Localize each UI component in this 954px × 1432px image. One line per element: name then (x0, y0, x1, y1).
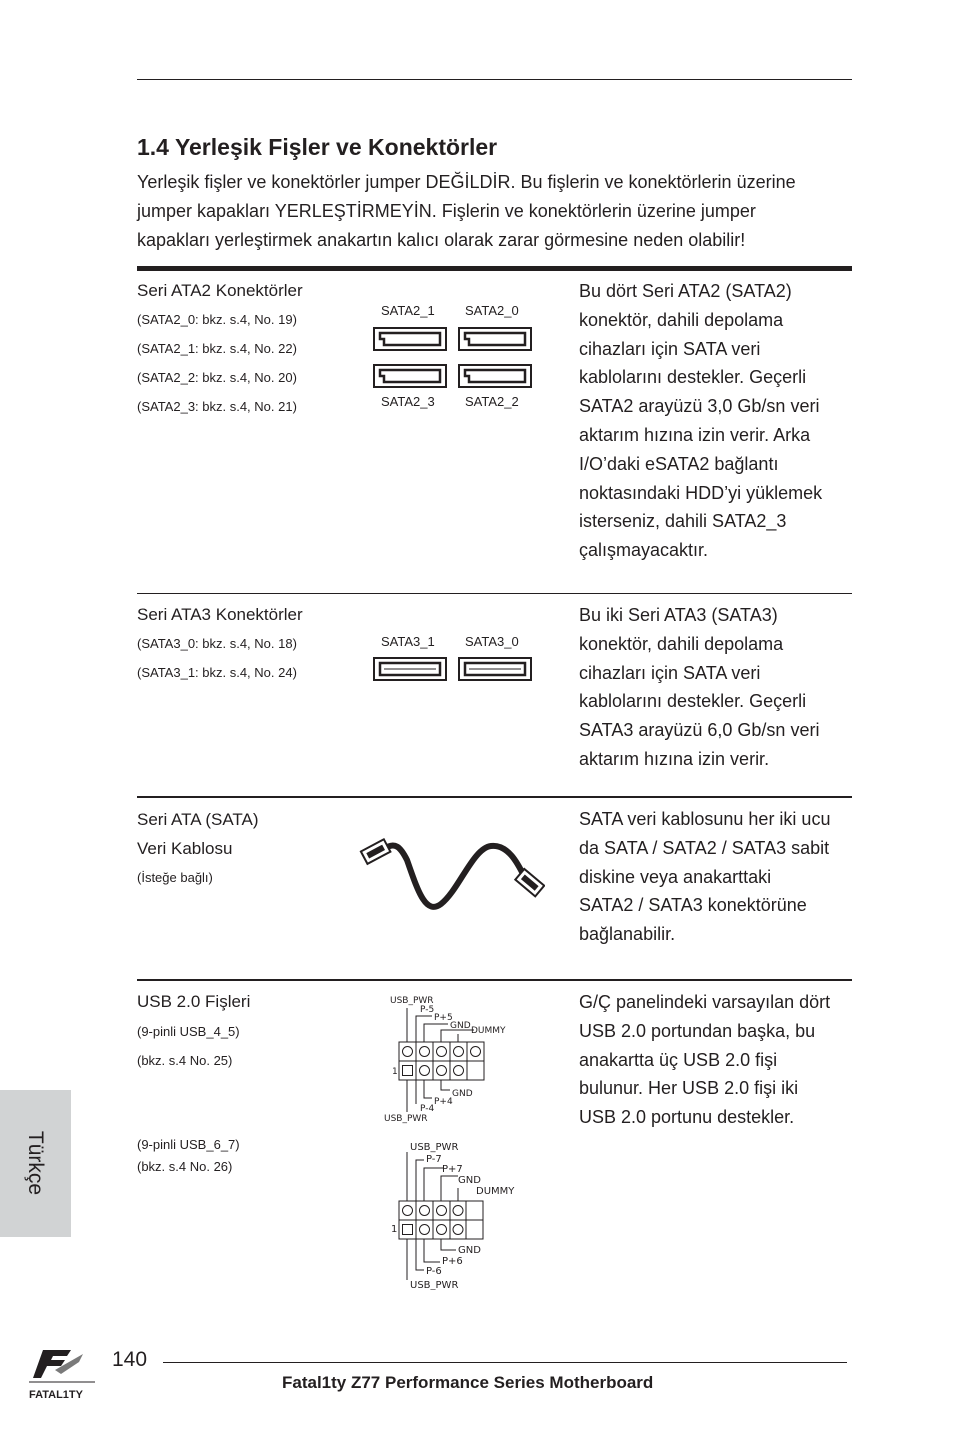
fatal1ty-logo (25, 1346, 110, 1406)
desc-line: Bu dört Seri ATA2 (SATA2) (579, 281, 792, 301)
footer-title: Fatal1ty Z77 Performance Series Motherboard (282, 1373, 654, 1392)
desc-line: konektör, dahili depolama (579, 633, 784, 654)
sata2-ref: (SATA2_0: bkz. s.4, No. 19) (137, 312, 297, 327)
sata3-ref: (SATA3_0: bkz. s.4, No. 18) (137, 636, 297, 651)
desc-line: da SATA / SATA2 / SATA3 sabit (579, 837, 830, 858)
sata3-ref: (SATA3_1: bkz. s.4, No. 24) (137, 665, 297, 680)
sata-cable-image (355, 820, 545, 920)
sata3-0-caption: SATA3_0 (465, 634, 519, 649)
usb-header2-ref: (9-pinli USB_6_7) (137, 1137, 240, 1152)
sata2-0-caption: SATA2_0 (465, 303, 519, 318)
pin-label: 1 (392, 1067, 398, 1077)
header-rule (137, 79, 852, 80)
cable-label: Seri ATA (SATA) (137, 810, 259, 829)
pin-label: GND (452, 1089, 473, 1099)
desc-line: G/Ç panelindeki varsayılan dört (579, 992, 831, 1012)
pin-label: USB_PWR (384, 1114, 428, 1124)
desc-line: SATA2 / SATA3 konektörüne (579, 895, 807, 916)
sata3-connectors-diagram (372, 655, 536, 685)
sata2-0-connector (459, 328, 531, 350)
row-separator (137, 979, 852, 981)
desc-line: USB 2.0 portunu destekler. (579, 1107, 795, 1128)
usb-header2-page: (bkz. s.4 No. 26) (137, 1159, 233, 1174)
intro-line: jumper kapakları YERLEŞTİRMEYİN. Fişlerin ve konektörlerin üzerine jumper (137, 201, 756, 221)
usb-header1-ref: (9-pinli USB_4_5) (137, 1024, 240, 1039)
desc-line: çalışmayacaktır. (579, 540, 709, 561)
pin-label: GND (458, 1175, 481, 1186)
sata2-1-connector (374, 328, 446, 350)
desc-line: bağlanabilir. (579, 924, 676, 945)
sata3-1-caption: SATA3_1 (381, 634, 435, 649)
pin-label: P-4 (420, 1104, 435, 1114)
desc-line: diskine veya anakarttaki (579, 866, 772, 887)
language-tab-label: Türkçe (24, 1130, 47, 1196)
sata2-3-connector (374, 365, 446, 387)
pin-label: P+4 (434, 1097, 453, 1107)
desc-line: aktarım hızına izin verir. (579, 748, 770, 769)
desc-line: anakartta üç USB 2.0 fişi (579, 1049, 778, 1070)
cable-optional-note: (İsteğe bağlı) (137, 870, 213, 885)
desc-line: bulunur. Her USB 2.0 fişi iki (579, 1078, 799, 1099)
row-separator (137, 796, 852, 798)
cable-description (579, 805, 859, 949)
sata3-description (579, 601, 859, 774)
pin-label: USB_PWR (410, 1280, 459, 1290)
usb-header-2-diagram (388, 1138, 523, 1290)
desc-line: aktarım hızına izin verir. Arka (579, 424, 811, 445)
pin-label: 1 (391, 1224, 398, 1235)
desc-line: cihazları için SATA veri (579, 338, 761, 359)
sata2-ref: (SATA2_1: bkz. s.4, No. 22) (137, 341, 297, 356)
sata2-label: Seri ATA2 Konektörler (137, 281, 303, 300)
pin-label: P+6 (442, 1256, 463, 1267)
page-number: 140 (112, 1348, 148, 1371)
desc-line: noktasındaki HDD’yi yüklemek (579, 482, 823, 503)
desc-line: isterseniz, dahili SATA2_3 (579, 511, 787, 532)
sata3-1-connector (374, 658, 446, 680)
sata3-0-connector (459, 658, 531, 680)
section-title: 1.4 Yerleşik Fişler ve Konektörler (137, 134, 498, 160)
pin-label: USB_PWR (390, 996, 434, 1006)
pin-label: P-6 (426, 1266, 442, 1277)
language-side-tab (0, 1090, 71, 1237)
usb-header-1-diagram (382, 994, 512, 1126)
footer-rule (163, 1362, 847, 1363)
pin-label: GND (450, 1021, 471, 1031)
desc-line: kablolarını destekler. Geçerli (579, 691, 807, 712)
cable-plug-right (515, 869, 544, 896)
usb-header1-page: (bkz. s.4 No. 25) (137, 1053, 233, 1068)
logo-wordmark: FATAL1TY (29, 1389, 83, 1401)
pin-label: DUMMY (476, 1186, 515, 1197)
sata2-2-connector (459, 365, 531, 387)
sata2-description (579, 277, 859, 565)
sata3-label: Seri ATA3 Konektörler (137, 605, 303, 624)
intro-line: Yerleşik fişler ve konektörler jumper DEĞİLDİR. Bu fişlerin ve konektörlerin üzerine (137, 172, 796, 192)
sata2-ref: (SATA2_2: bkz. s.4, No. 20) (137, 370, 297, 385)
pin-label: USB_PWR (410, 1142, 459, 1153)
cable-plug-left (361, 839, 391, 864)
desc-line: cihazları için SATA veri (579, 662, 761, 683)
row-separator (137, 593, 852, 594)
pin-label: P-5 (420, 1005, 435, 1015)
pin-label: P+7 (442, 1164, 463, 1175)
cable-label-2: Veri Kablosu (137, 839, 233, 858)
section-intro (137, 168, 852, 255)
sata2-3-caption: SATA2_3 (381, 394, 435, 409)
usb-description (579, 988, 859, 1132)
desc-line: SATA3 arayüzü 6,0 Gb/sn veri (579, 720, 820, 741)
sata2-2-caption: SATA2_2 (465, 394, 519, 409)
desc-line: kablolarını destekler. Geçerli (579, 367, 807, 388)
sata2-connectors-diagram (372, 325, 536, 391)
pin-label: P+5 (434, 1013, 453, 1023)
intro-line: kapakları yerleştirmek anakartın kalıcı olarak zarar görmesine neden olabilir! (137, 230, 746, 250)
pin-label: P-7 (426, 1154, 442, 1165)
usb-label: USB 2.0 Fişleri (137, 992, 251, 1011)
desc-line: USB 2.0 portundan başka, bu (579, 1020, 816, 1041)
pin-label: GND (458, 1245, 481, 1256)
desc-line: Bu iki Seri ATA3 (SATA3) (579, 605, 778, 625)
desc-line: konektör, dahili depolama (579, 309, 784, 330)
sata2-ref: (SATA2_3: bkz. s.4, No. 21) (137, 399, 297, 414)
pin-label: DUMMY (471, 1026, 506, 1036)
table-top-rule (137, 266, 852, 271)
desc-line: I/O’daki eSATA2 bağlantı (579, 453, 779, 474)
sata2-1-caption: SATA2_1 (381, 303, 435, 318)
desc-line: SATA veri kablosunu her iki ucu (579, 809, 831, 829)
desc-line: SATA2 arayüzü 3,0 Gb/sn veri (579, 396, 820, 417)
